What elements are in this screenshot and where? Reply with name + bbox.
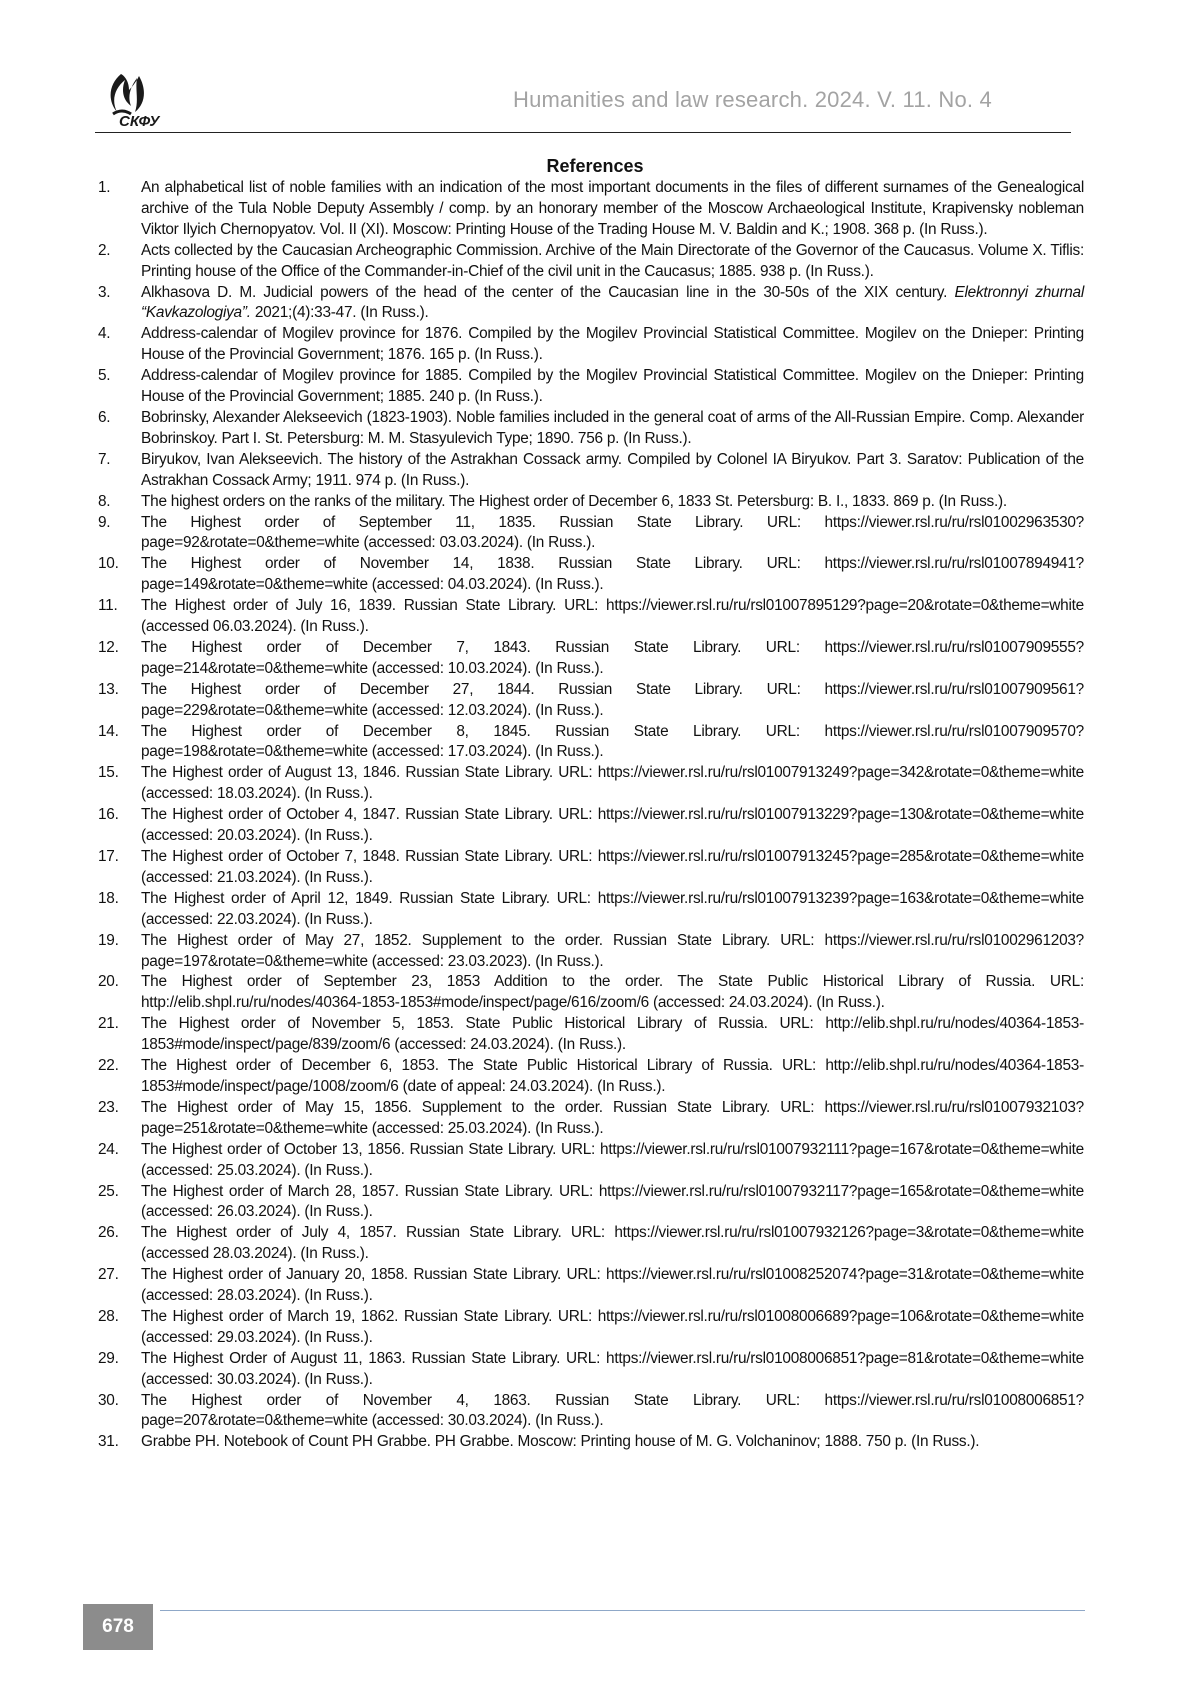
journal-title: Humanities and law research. 2024. V. 11. No. 4 xyxy=(512,87,992,112)
flame-logo-icon xyxy=(101,70,181,132)
reference-number: 22. xyxy=(98,1057,119,1075)
reference-body: The Highest order of August 13, 1846. Russian State Library. URL: https://viewer.rsl.ru/ru/rsl01007913249?page=342&rotate=0&theme=white (accessed: 18.03.2024). (In Russ.). xyxy=(141,764,1084,803)
reference-text xyxy=(141,763,1084,805)
reference-text xyxy=(141,596,1084,638)
reference-number: 28. xyxy=(98,1307,119,1325)
reference-item xyxy=(98,513,1084,555)
reference-number: 4. xyxy=(98,325,111,343)
reference-item xyxy=(98,1140,1084,1182)
reference-text xyxy=(141,241,1084,283)
reference-body: Alkhasova D. M. Judicial powers of the head of the center of the Caucasian line in the 30-50s of the XIX century. xyxy=(141,283,948,301)
reference-body: The Highest order of September 23, 1853 Addition to the order. The State Public Historical Library of Russia. URL: http://elib.shpl.ru/ru/nodes/40364-1853-1853#mode/inspect/page/616/zoom/6 (accessed: 24.03.2024). (In Russ.). xyxy=(141,973,1084,1012)
reference-item xyxy=(98,450,1084,492)
reference-text xyxy=(141,1056,1084,1098)
reference-item xyxy=(98,889,1084,931)
reference-body: Address-calendar of Mogilev province for 1885. Compiled by the Mogilev Provincial Statistical Committee. Mogilev on the Dnieper: Printing House of the Provincial Government; 1885. 240 p. (In Russ.). xyxy=(141,367,1084,406)
reference-number: 8. xyxy=(98,492,111,510)
reference-item xyxy=(98,931,1084,973)
references-list xyxy=(98,178,1084,1453)
reference-text xyxy=(141,1265,1084,1307)
reference-item xyxy=(98,1349,1084,1391)
reference-item xyxy=(98,1014,1084,1056)
reference-item xyxy=(98,596,1084,638)
reference-tail: 2021;(4):33-47. (In Russ.). xyxy=(254,304,429,322)
reference-body: The Highest order of October 7, 1848. Russian State Library. URL: https://viewer.rsl.ru/ru/rsl01007913245?page=285&rotate=0&theme=white (accessed: 21.03.2024). (In Russ.). xyxy=(141,848,1084,886)
reference-number: 24. xyxy=(98,1140,119,1158)
reference-body: The Highest order of March 28, 1857. Russian State Library. URL: https://viewer.rsl.ru/ru/rsl01007932117?page=165&rotate=0&theme=white (accessed: 26.03.2024). (In Russ.). xyxy=(141,1182,1084,1221)
reference-number: 30. xyxy=(98,1391,119,1409)
reference-number: 10. xyxy=(98,555,119,573)
reference-text xyxy=(141,554,1084,596)
reference-text xyxy=(141,1098,1084,1140)
reference-body: The Highest order of May 15, 1856. Supplement to the order. Russian State Library. URL: https://viewer.rsl.ru/ru/rsl01007932103?page=251&rotate=0&theme=white (accessed: 25.03.2024). (In Russ.). xyxy=(141,1098,1084,1137)
page-header xyxy=(95,60,1070,132)
header-divider xyxy=(95,132,1071,133)
reference-number: 27. xyxy=(98,1266,119,1284)
page-number: 678 xyxy=(83,1604,153,1650)
reference-item xyxy=(98,805,1084,847)
reference-body: The highest orders on the ranks of the military. The Highest order of December 6, 1833 St. Petersburg: B. I., 1833. 869 p. (In Russ.). xyxy=(141,492,1007,510)
reference-number: 13. xyxy=(98,680,119,698)
reference-item xyxy=(98,1056,1084,1098)
reference-body: The Highest order of July 16, 1839. Russian State Library. URL: https://viewer.rsl.ru/ru/rsl01007895129?page=20&rotate=0&theme=white (accessed 06.03.2024). (In Russ.). xyxy=(141,597,1084,636)
reference-number: 7. xyxy=(98,450,111,468)
reference-body: An alphabetical list of noble families with an indication of the most important documents in the files of different surnames of the Genealogical archive of the Tula Noble Deputy Assembly / comp. by an honorary member of the Moscow Archaeological Institute, Krapivensky nobleman Viktor Ilyich Chernopyatov. Vol. II (XI). Moscow: Printing House of the Trading House M. V. Baldin and K.; 1908. 368 p. (In Russ.). xyxy=(141,179,1084,238)
reference-number: 6. xyxy=(98,408,111,426)
reference-body: The Highest order of July 4, 1857. Russian State Library. URL: https://viewer.rsl.ru/ru/rsl01007932126?page=3&rotate=0&theme=white (accessed 28.03.2024). (In Russ.). xyxy=(141,1224,1084,1263)
reference-number: 17. xyxy=(98,848,119,865)
reference-item xyxy=(98,283,1084,325)
reference-item xyxy=(98,178,1084,241)
reference-body: The Highest order of December 8, 1845. Russian State Library. URL: https://viewer.rsl.ru/ru/rsl01007909570?page=198&rotate=0&theme=white (accessed: 17.03.2024). (In Russ.). xyxy=(141,722,1084,761)
reference-body: Biryukov, Ivan Alekseevich. The history of the Astrakhan Cossack army. Compiled by Colonel IA Biryukov. Part 3. Saratov: Publication of the Astrakhan Cossack Army; 1911. 974 p. (In Russ.). xyxy=(141,450,1084,489)
reference-body: The Highest order of October 4, 1847. Russian State Library. URL: https://viewer.rsl.ru/ru/rsl01007913229?page=130&rotate=0&theme=white (accessed: 20.03.2024). (In Russ.). xyxy=(141,806,1084,845)
reference-text xyxy=(141,178,1084,241)
reference-number: 11. xyxy=(98,597,118,615)
reference-item xyxy=(98,324,1084,366)
reference-text xyxy=(141,366,1084,408)
reference-text xyxy=(141,889,1084,931)
reference-text xyxy=(141,513,1084,555)
reference-number: 9. xyxy=(98,513,111,531)
reference-text xyxy=(141,972,1084,1014)
footer-divider xyxy=(160,1610,1085,1611)
reference-text xyxy=(141,283,1084,325)
reference-number: 19. xyxy=(98,931,119,949)
reference-item xyxy=(98,722,1084,764)
reference-number: 16. xyxy=(98,806,119,824)
reference-item xyxy=(98,492,1084,513)
reference-item xyxy=(98,1265,1084,1307)
reference-item xyxy=(98,972,1084,1014)
reference-number: 12. xyxy=(98,638,119,656)
reference-text xyxy=(141,805,1084,847)
reference-journal: Elektronnyi zhurnal “Kavkazologiya”. xyxy=(141,283,1084,322)
reference-body: Address-calendar of Mogilev province for 1876. Compiled by the Mogilev Provincial Statistical Committee. Mogilev on the Dnieper: Printing House of the Provincial Government; 1876. 165 p. (In Russ.). xyxy=(141,325,1084,364)
reference-body: The Highest order of March 19, 1862. Russian State Library. URL: https://viewer.rsl.ru/ru/rsl01008006689?page=106&rotate=0&theme=white (accessed: 29.03.2024). (In Russ.). xyxy=(141,1307,1084,1346)
reference-body: The Highest order of April 12, 1849. Russian State Library. URL: https://viewer.rsl.ru/ru/rsl01007913239?page=163&rotate=0&theme=white (accessed: 22.03.2024). (In Russ.). xyxy=(141,889,1084,928)
reference-number: 5. xyxy=(98,367,111,385)
reference-body: The Highest order of September 11, 1835. Russian State Library. URL: https://viewer.rsl.ru/ru/rsl01002963530?page=92&rotate=0&theme=white (accessed: 03.03.2024). (In Russ.). xyxy=(141,513,1084,552)
reference-item xyxy=(98,1432,1084,1453)
reference-body: The Highest order of November 4, 1863. Russian State Library. URL: https://viewer.rsl.ru/ru/rsl01008006851?page=207&rotate=0&theme=white (accessed: 30.03.2024). (In Russ.). xyxy=(141,1391,1084,1430)
reference-item xyxy=(98,1223,1084,1265)
reference-text xyxy=(141,1182,1084,1224)
reference-number: 29. xyxy=(98,1349,119,1367)
reference-number: 3. xyxy=(98,283,111,301)
reference-number: 20. xyxy=(98,973,119,991)
reference-item xyxy=(98,366,1084,408)
reference-text xyxy=(141,847,1084,889)
reference-body: Acts collected by the Caucasian Archeographic Commission. Archive of the Main Directorate of the Governor of the Caucasus. Volume X. Tiflis: Printing house of the Office of the Commander-in-Chief of the civil unit in the Caucasus; 1885. 938 p. (In Russ.). xyxy=(141,241,1084,280)
reference-text xyxy=(141,680,1084,722)
reference-number: 2. xyxy=(98,241,111,259)
reference-text xyxy=(141,492,1084,513)
reference-text xyxy=(141,1349,1084,1391)
reference-number: 31. xyxy=(98,1433,119,1451)
reference-body: The Highest order of May 27, 1852. Supplement to the order. Russian State Library. URL: https://viewer.rsl.ru/ru/rsl01002961203?page=197&rotate=0&theme=white (accessed: 23.03.2023). (In Russ.). xyxy=(141,931,1084,970)
reference-text xyxy=(141,1307,1084,1349)
reference-number: 15. xyxy=(98,764,119,782)
reference-text xyxy=(141,1223,1084,1265)
reference-text xyxy=(141,931,1084,973)
reference-number: 21. xyxy=(98,1015,119,1033)
references-heading: References xyxy=(546,156,644,176)
reference-item xyxy=(98,1182,1084,1224)
svg-text:СКФУ: СКФУ xyxy=(119,113,160,130)
reference-number: 14. xyxy=(98,722,119,740)
reference-body: Grabbe PH. Notebook of Count PH Grabbe. PH Grabbe. Moscow: Printing house of M. G. Volchaninov; 1888. 750 p. (In Russ.). xyxy=(141,1433,980,1451)
reference-body: The Highest order of November 14, 1838. Russian State Library. URL: https://viewer.rsl.ru/ru/rsl01007894941?page=149&rotate=0&theme=white (accessed: 04.03.2024). (In Russ.). xyxy=(141,555,1084,594)
reference-text xyxy=(141,1140,1084,1182)
reference-body: The Highest order of December 27, 1844. Russian State Library. URL: https://viewer.rsl.ru/ru/rsl01007909561?page=229&rotate=0&theme=white (accessed: 12.03.2024). (In Russ.). xyxy=(141,680,1084,719)
reference-item xyxy=(98,638,1084,680)
reference-body: Bobrinsky, Alexander Alekseevich (1823-1903). Noble families included in the general coat of arms of the All-Russian Empire. Comp. Alexander Bobrinskoy. Part I. St. Petersburg: M. M. Stasyulevich Type; 1890. 756 p. (In Russ.). xyxy=(141,408,1084,447)
reference-item xyxy=(98,241,1084,283)
reference-text xyxy=(141,1391,1084,1433)
reference-text xyxy=(141,638,1084,680)
reference-item xyxy=(98,1307,1084,1349)
reference-number: 1. xyxy=(98,179,111,196)
reference-item xyxy=(98,847,1084,889)
reference-body: The Highest order of December 6, 1853. The State Public Historical Library of Russia. URL: http://elib.shpl.ru/ru/nodes/40364-1853-1853#mode/inspect/page/1008/zoom/6 (date of appeal: 24.03.2024). (In Russ.). xyxy=(141,1057,1084,1095)
reference-item xyxy=(98,763,1084,805)
reference-body: The Highest order of January 20, 1858. Russian State Library. URL: https://viewer.rsl.ru/ru/rsl01008252074?page=31&rotate=0&theme=white (accessed: 28.03.2024). (In Russ.). xyxy=(141,1266,1084,1305)
reference-text xyxy=(141,408,1084,450)
reference-text xyxy=(141,1014,1084,1056)
reference-text xyxy=(141,324,1084,366)
reference-item xyxy=(98,1098,1084,1140)
reference-item xyxy=(98,408,1084,450)
reference-number: 23. xyxy=(98,1098,119,1116)
reference-text xyxy=(141,1432,1084,1453)
reference-item xyxy=(98,680,1084,722)
reference-number: 25. xyxy=(98,1182,119,1200)
reference-body: The Highest Order of August 11, 1863. Russian State Library. URL: https://viewer.rsl.ru/ru/rsl01008006851?page=81&rotate=0&theme=white (accessed: 30.03.2024). (In Russ.). xyxy=(141,1349,1084,1388)
reference-text xyxy=(141,450,1084,492)
reference-body: The Highest order of November 5, 1853. State Public Historical Library of Russia. URL: http://elib.shpl.ru/ru/nodes/40364-1853-1853#mode/inspect/page/839/zoom/6 (accessed: 24.03.2024). (In Russ.). xyxy=(141,1015,1084,1054)
reference-body: The Highest order of October 13, 1856. Russian State Library. URL: https://viewer.rsl.ru/ru/rsl01007932111?page=167&rotate=0&theme=white (accessed: 25.03.2024). (In Russ.). xyxy=(141,1140,1084,1179)
reference-number: 26. xyxy=(98,1224,119,1242)
reference-number: 18. xyxy=(98,889,119,907)
reference-item xyxy=(98,1391,1084,1433)
reference-item xyxy=(98,554,1084,596)
reference-text xyxy=(141,722,1084,764)
reference-body: The Highest order of December 7, 1843. Russian State Library. URL: https://viewer.rsl.ru/ru/rsl01007909555?page=214&rotate=0&theme=white (accessed: 10.03.2024). (In Russ.). xyxy=(141,638,1084,677)
university-logo xyxy=(101,70,181,132)
